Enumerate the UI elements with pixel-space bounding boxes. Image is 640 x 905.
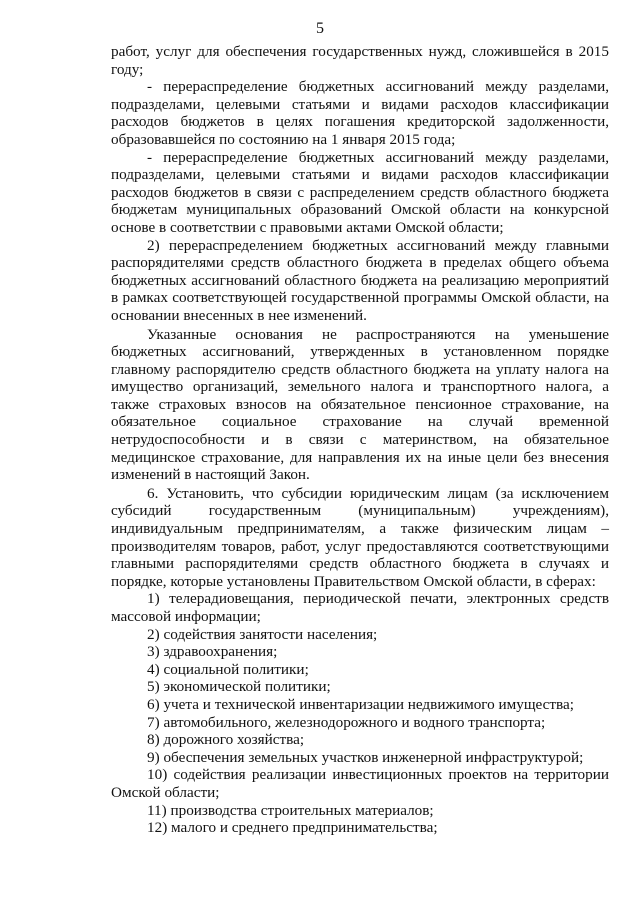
- list-item-8: 8) дорожного хозяйства;: [147, 731, 305, 749]
- list-item-7: 7) автомобильного, железнодорожного и водного транспорта;: [147, 713, 546, 731]
- list-item-1: 1) телерадиовещания, периодической печати, электронных средств массовой информации;: [111, 590, 609, 625]
- paragraph-exceptions: Указанные основания не распространяются на уменьшение бюджетных ассигнований, утвержденных в установленном порядке главному распорядителю средств областного бюджета на уплату налога на имущество организаций, земельного налога и транспортного налога, а также страховых взносов на обязательное пенсионное страхование, на обязательное социальное страхование на случай временной нетрудоспособности и в связи с материнством, на обязательное медицинское страхование, для направления их на иные цели без внесения изменений в настоящий Закон.: [111, 325, 609, 484]
- list-item-11: 11) производства строительных материалов;: [147, 801, 434, 819]
- list-item-4: 4) социальной политики;: [147, 660, 309, 678]
- paragraph-item-2: 2) перераспределением бюджетных ассигнований между главными распорядителями средств областного бюджета в пределах общего объема бюджетных ассигнований областного бюджета на реализацию мероприятий в рамках соответствующей государственной программы Омской области, на основании внесенных в нее изменений.: [111, 236, 609, 324]
- paragraph-redistribution-debt: - перераспределение бюджетных ассигнований между разделами, подразделами, целевыми статьями и видами расходов классификации расходов бюджетов в целях погашения кредиторской задолженности, образовавшейся по состоянию на 1 января 2015 года;: [111, 78, 609, 148]
- list-item-5: 5) экономической политики;: [147, 678, 331, 696]
- list-item-10: 10) содействия реализации инвестиционных проектов на территории Омской области;: [111, 766, 609, 801]
- list-item-12: 12) малого и среднего предпринимательства;: [147, 819, 438, 837]
- list-item-9: 9) обеспечения земельных участков инженерной инфраструктурой;: [147, 748, 584, 766]
- list-item-3: 3) здравоохранения;: [147, 643, 278, 661]
- document-body: [111, 43, 609, 837]
- page-number: 5: [316, 20, 324, 37]
- paragraph-continuation: работ, услуг для обеспечения государственных нужд, сложившейся в 2015 году;: [111, 43, 609, 78]
- paragraph-section-6: 6. Установить, что субсидии юридическим лицам (за исключением субсидий государственным (муниципальным) учреждениям), индивидуальным предпринимателям, а также физическим лицам – производителям товаров, работ, услуг предоставляются соответствующими главными распорядителями средств областного бюджета в случаях и порядке, которые установлены Правительством Омской области, в сферах:: [111, 484, 609, 590]
- list-item-2: 2) содействия занятости населения;: [147, 625, 378, 643]
- list-item-6: 6) учета и технической инвентаризации недвижимого имущества;: [147, 695, 574, 713]
- paragraph-redistribution-municipal: - перераспределение бюджетных ассигнований между разделами, подразделами, целевыми статьями и видами расходов классификации расходов бюджетов в связи с распределением средств областного бюджета бюджетам муниципальных образований Омской области на конкурсной основе в соответствии с правовыми актами Омской области;: [111, 148, 609, 236]
